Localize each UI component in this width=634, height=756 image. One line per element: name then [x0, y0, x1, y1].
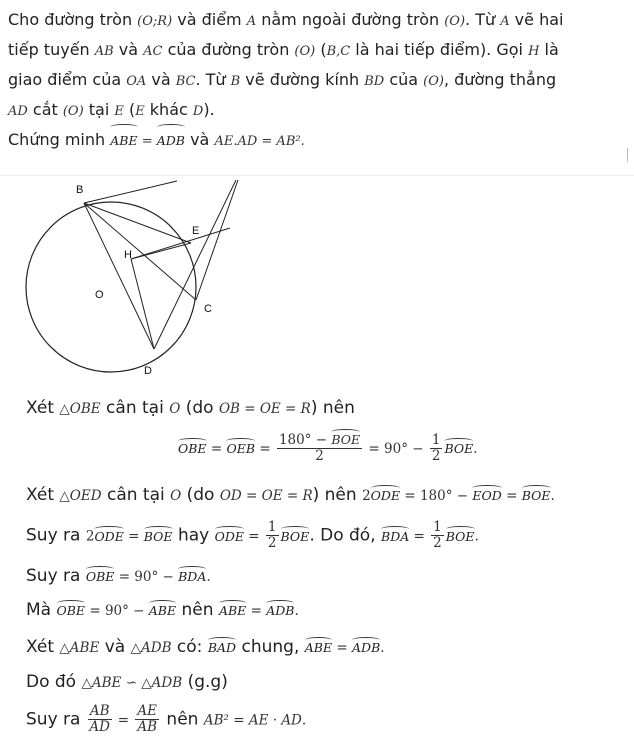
- math: =: [409, 528, 430, 545]
- text: và: [99, 637, 131, 657]
- angle: ODE: [370, 488, 401, 503]
- tangent-ac: [196, 180, 238, 300]
- angle: ODE: [214, 528, 245, 544]
- math: = 90° −: [364, 441, 428, 457]
- fraction: [277, 432, 362, 464]
- solution-line-5: [26, 566, 211, 586]
- text: . Từ: [195, 70, 231, 89]
- angle: BOE: [331, 432, 361, 447]
- math: △OBE: [59, 401, 101, 417]
- text: và điểm: [172, 10, 247, 29]
- text: AB: [137, 719, 158, 735]
- text: 2: [315, 448, 324, 464]
- text: 2: [433, 535, 442, 551]
- problem-statement: [8, 6, 628, 156]
- math: B,C: [326, 44, 351, 59]
- math: A: [500, 14, 510, 29]
- math: .: [301, 712, 307, 729]
- math: (O): [62, 104, 84, 119]
- math: H: [528, 44, 540, 59]
- problem-line-4: [8, 96, 628, 126]
- text: cân tại: [101, 485, 171, 505]
- text: 180° −: [278, 432, 332, 448]
- math: AE.AD = AB².: [214, 134, 305, 149]
- math: AB: [94, 44, 114, 59]
- solution-line-1: [26, 398, 355, 418]
- text: của đường tròn: [162, 40, 295, 59]
- text: , đường thẳng: [443, 70, 557, 89]
- circle-o: [26, 202, 196, 372]
- math: 2: [85, 528, 95, 545]
- text: (: [123, 100, 136, 119]
- math: =: [123, 528, 144, 545]
- text: của: [384, 70, 424, 89]
- angle: ADB: [266, 603, 295, 618]
- problem-line-5: [8, 126, 628, 156]
- math: AC: [143, 44, 163, 59]
- math: E: [114, 104, 124, 119]
- text: khác: [144, 100, 193, 119]
- fraction: [430, 433, 443, 464]
- angle: BDA: [381, 528, 410, 544]
- solution-line-3: [26, 485, 555, 505]
- text: 1: [433, 519, 442, 535]
- math: .: [550, 488, 555, 504]
- math: A: [246, 14, 257, 29]
- solution-line-6: [26, 600, 299, 620]
- text: Suy ra: [26, 566, 86, 586]
- math: .: [473, 441, 478, 457]
- text: là: [539, 40, 559, 59]
- angle: BOE: [143, 528, 173, 544]
- angle: ODE: [94, 528, 124, 544]
- math: O: [170, 488, 182, 504]
- math: O: [169, 401, 181, 417]
- math: D: [192, 104, 204, 119]
- fraction: [88, 704, 112, 735]
- text: (: [315, 40, 327, 59]
- text: . Từ: [465, 10, 501, 29]
- angle: BOE: [445, 528, 475, 544]
- text: Xét: [26, 398, 60, 418]
- angle: BAD: [207, 640, 237, 655]
- text: và: [146, 70, 176, 89]
- text: Xét: [26, 485, 60, 505]
- text: Xét: [26, 637, 60, 657]
- segment-hd: [131, 259, 154, 349]
- text: Mà: [26, 600, 57, 620]
- angle: EOD: [472, 488, 502, 503]
- text: 2: [431, 447, 441, 464]
- math: E: [135, 104, 145, 119]
- solution-line-2: [178, 432, 478, 464]
- math: (O): [423, 74, 444, 89]
- text: AB: [89, 703, 110, 719]
- math: =: [113, 712, 134, 729]
- text: nên: [176, 600, 219, 620]
- text: (do: [181, 485, 220, 505]
- math: OA: [126, 74, 147, 89]
- text: là hai tiếp điểm). Gọi: [350, 40, 529, 59]
- angle: OBE: [85, 569, 115, 584]
- math: =: [255, 441, 275, 457]
- text: (g.g): [182, 672, 228, 692]
- problem-line-2: [8, 36, 628, 66]
- angle: OBE: [56, 603, 86, 618]
- text: (do: [180, 398, 219, 418]
- math: =: [501, 488, 522, 504]
- math: =: [206, 441, 227, 457]
- math: =: [244, 528, 264, 545]
- solution-line-4: [26, 520, 479, 551]
- angle: BOE: [521, 488, 551, 503]
- text: giao điểm của: [8, 70, 127, 89]
- text: hay: [172, 525, 215, 546]
- tangent-ab: [84, 181, 177, 203]
- fraction: [266, 520, 279, 551]
- text: tại: [83, 100, 115, 119]
- math: (O): [294, 44, 316, 59]
- math: 2: [362, 488, 371, 504]
- text: có:: [171, 637, 208, 657]
- math: .: [474, 528, 479, 545]
- math: △ADB: [130, 640, 172, 656]
- solution-line-9: [26, 704, 306, 735]
- angle: BOE: [280, 528, 310, 544]
- math: = 90° −: [85, 603, 149, 619]
- angle: BOE: [444, 441, 474, 456]
- angle: ADB: [352, 640, 381, 655]
- math: △ABE: [59, 640, 100, 656]
- math: AB² = AE · AD: [203, 712, 302, 729]
- label-b: B: [76, 184, 84, 196]
- text: 1: [431, 431, 441, 448]
- math: OD = OE = R: [219, 488, 313, 504]
- text: Suy ra: [26, 525, 86, 546]
- chord-bc: [84, 203, 196, 300]
- math: AD: [8, 104, 28, 119]
- math: (O): [444, 14, 466, 29]
- angle: ADB: [157, 127, 185, 155]
- text: ).: [203, 100, 215, 119]
- label-e: E: [192, 225, 200, 237]
- text: Chứng minh: [8, 130, 111, 149]
- text: 1: [267, 519, 277, 535]
- math: =: [137, 134, 157, 149]
- angle: ABE: [148, 603, 177, 618]
- math: OB = OE = R: [218, 401, 311, 417]
- text: nằm ngoài đường tròn: [256, 10, 445, 29]
- text: cắt: [27, 100, 63, 119]
- angle: ABE: [304, 640, 333, 655]
- math: =: [332, 640, 353, 656]
- angle: ABE: [110, 127, 137, 155]
- text: Cho đường tròn: [8, 10, 138, 29]
- math: .: [380, 640, 385, 656]
- angle: OEB: [226, 441, 256, 456]
- math: .: [294, 603, 299, 619]
- label-h: H: [124, 249, 132, 261]
- angle: ABE: [218, 603, 247, 618]
- line-oa: [131, 228, 230, 259]
- math: (O;R): [137, 14, 173, 29]
- text: AE: [137, 703, 158, 719]
- problem-line-3: [8, 66, 628, 96]
- text: và: [113, 40, 144, 59]
- text: và: [185, 130, 215, 149]
- fraction: [135, 704, 159, 735]
- math: △OED: [59, 488, 102, 504]
- solution-line-7: [26, 637, 385, 657]
- text: cân tại: [100, 398, 170, 418]
- solution-line-8: [26, 672, 228, 692]
- line-ad: [154, 180, 236, 349]
- text: vẽ đường kính: [240, 70, 365, 89]
- math: B: [230, 74, 241, 89]
- math: = 180° −: [400, 488, 473, 504]
- math: BD: [364, 74, 385, 89]
- angle: OBE: [178, 441, 207, 456]
- text: ) nên: [310, 398, 355, 418]
- problem-line-1: [8, 6, 628, 36]
- text: . Do đó,: [309, 525, 382, 546]
- text: ) nên: [312, 485, 363, 505]
- math: .: [206, 569, 211, 585]
- fraction: [431, 520, 444, 551]
- text: Suy ra: [26, 709, 86, 730]
- label-c: C: [204, 303, 212, 315]
- geometry-figure: [20, 178, 260, 383]
- figure-svg: [20, 178, 260, 383]
- text: nên: [161, 709, 204, 730]
- text: tiếp tuyến: [8, 40, 95, 59]
- label-d: D: [144, 365, 152, 377]
- angle: BDA: [178, 569, 207, 584]
- text: AD: [89, 719, 110, 735]
- math: = 90° −: [114, 569, 179, 585]
- math: △ABE ∽ △ADB: [81, 675, 183, 691]
- divider: [0, 175, 634, 176]
- text: 2: [267, 535, 277, 551]
- text: chung,: [236, 637, 305, 657]
- text: vẽ hai: [509, 10, 564, 29]
- text: Do đó: [26, 672, 82, 692]
- math: =: [246, 603, 267, 619]
- scroll-marker: [627, 148, 628, 162]
- math: BC: [175, 74, 196, 89]
- label-o: O: [95, 289, 104, 301]
